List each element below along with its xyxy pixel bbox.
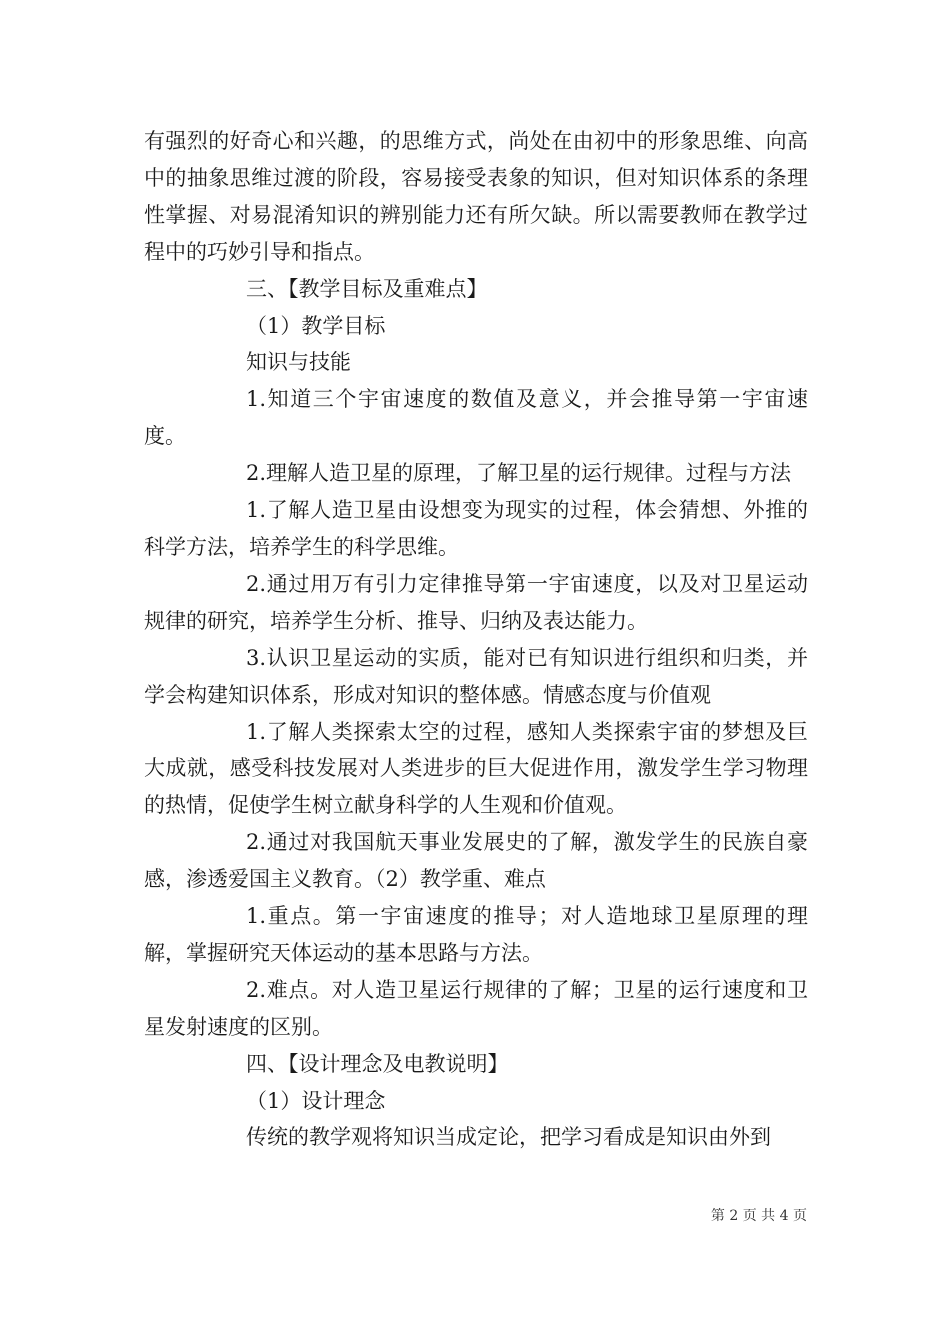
- paragraph: 1.了解人造卫星由设想变为现实的过程，体会猜想、外推的科学方法，培养学生的科学思维。: [144, 498, 808, 559]
- subsection-heading: （1）设计理念: [246, 1088, 386, 1113]
- paragraph: 有强烈的好奇心和兴趣，的思维方式，尚处在由初中的形象思维、向高中的抽象思维过渡的阶段，容易接受表象的知识，但对知识体系的条理性掌握、对易混淆知识的辨别能力还有所欠缺。所以需要教师在教学过程中的巧妙引导和指点。: [144, 129, 808, 264]
- section-heading: 四、【设计理念及电教说明】: [246, 1051, 509, 1076]
- body-text: [144, 123, 808, 1156]
- paragraph: 2.理解人造卫星的原理，了解卫星的运行规律。过程与方法: [246, 461, 792, 486]
- paragraph: 2.通过用万有引力定律推导第一宇宙速度，以及对卫星运动规律的研究，培养学生分析、推导、归纳及表达能力。: [144, 571, 808, 633]
- paragraph: 1.知道三个宇宙速度的数值及意义，并会推导第一宇宙速度。: [144, 387, 808, 449]
- paragraph: 传统的教学观将知识当成定论，把学习看成是知识由外到: [246, 1125, 771, 1150]
- paragraph: 2.难点。对人造卫星运行规律的了解；卫星的运行速度和卫星发射速度的区别。: [144, 977, 808, 1039]
- page-number: 第 2 页 共 4 页: [710, 1208, 807, 1224]
- section-heading: 三、【教学目标及重难点】: [246, 276, 488, 301]
- paragraph: 3.认识卫星运动的实质，能对已有知识进行组织和归类，并学会构建知识体系，形成对知识的整体感。情感态度与价值观: [144, 645, 808, 707]
- subheading: 知识与技能: [246, 350, 351, 375]
- paragraph: 2.通过对我国航天事业发展史的了解，激发学生的民族自豪感，渗透爱国主义教育。（2）教学重、难点: [144, 830, 808, 892]
- subsection-heading: （1）教学目标: [246, 313, 386, 338]
- paragraph: 1.了解人类探索太空的过程，感知人类探索宇宙的梦想及巨大成就，感受科技发展对人类进步的巨大促进作用，激发学生学习物理的热情，促使学生树立献身科学的人生观和价值观。: [144, 719, 808, 818]
- paragraph: 1.重点。第一宇宙速度的推导；对人造地球卫星原理的理解，掌握研究天体运动的基本思路与方法。: [144, 904, 808, 965]
